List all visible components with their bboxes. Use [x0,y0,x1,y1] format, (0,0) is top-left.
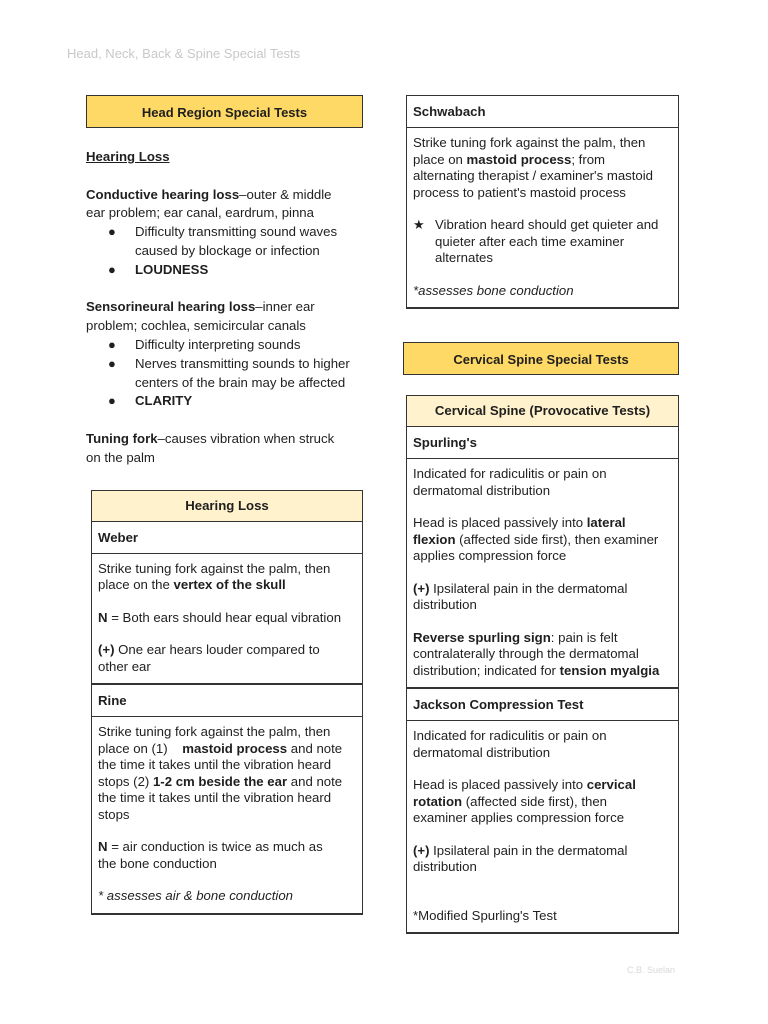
sensorineural-definition-cont: problem; cochlea, semicircular canals [86,318,306,334]
list-item: ● Difficulty interpreting sounds [108,336,301,352]
cervical-table-title: Cervical Spine (Provocative Tests) [407,396,678,427]
sensorineural-definition: Sensorineural hearing loss–inner ear [86,299,315,315]
hearing-loss-heading: Hearing Loss [86,149,170,164]
conductive-definition-cont: ear problem; ear canal, eardrum, pinna [86,205,314,221]
page-header-title: Head, Neck, Back & Spine Special Tests [67,46,301,61]
conductive-bullets [86,223,363,279]
jackson-note: *Modified Spurling's Test [413,907,557,923]
schwabach-test-title: Schwabach [407,96,678,128]
rine-test-body: Strike tuning fork against the palm, then place on (1) mastoid process and note the time it takes until the vibration heard stops (2) 1-2 cm beside the ear and note the time it takes until the vibration heard stops N = air conduction is twice as much as the bone conduction * assesses air & bone conduction [92,717,362,913]
spurling-test-body: Indicated for radiculitis or pain on dermatomal distribution Head is placed passively into lateral flexion (affected side first), then examiner applies compression force (+) Ipsilateral pain in the dermatomal distribution Reverse spurling sign: pain is felt contralaterally through the dermatomal distribution; indicated for tension myalgia [413,466,660,678]
list-item: ★ Vibration heard should get quieter and quieter after each time examiner alternates [413,217,659,265]
schwabach-table [406,95,679,309]
hearing-loss-table [91,490,363,915]
jackson-test-body: Indicated for radiculitis or pain on dermatomal distribution Head is placed passively into cervical rotation (affected side first), then examiner applies compression force (+) Ipsilateral pain in the dermatomal distribution *Modified Spurling's Test [407,721,678,932]
star-icon: ★ [413,217,425,232]
list-item: ● CLARITY [108,393,193,409]
jackson-test-title: Jackson Compression Test [407,689,678,721]
tuning-fork-definition: Tuning fork–causes vibration when struck [86,430,335,446]
section-title-head-region: Head Region Special Tests [86,95,363,128]
conductive-definition: Conductive hearing loss–outer & middle [86,186,332,202]
cervical-spine-table [406,395,679,934]
weber-test-title: Weber [92,522,362,554]
schwabach-test-body: Strike tuning fork against the palm, then place on mastoid process; from alternating therapist / examiner's mastoid process to patient's mastoid process ★ Vibration heard should get quieter and quieter after each time examiner alternates *assesses bone conduction [407,128,678,307]
spurling-test-title: Spurling's [407,427,678,459]
rine-test-title: Rine [92,685,362,717]
section-title-cervical-spine: Cervical Spine Special Tests [403,342,679,375]
rine-note: * assesses air & bone conduction [98,888,293,904]
page-footer-credit: C.B. Suelan [627,965,676,975]
list-item: ● Difficulty transmitting sound waves caused by blockage or infection [108,224,338,258]
schwabach-note: *assesses bone conduction [413,282,574,298]
right-column [403,95,679,934]
hearing-loss-table-title: Hearing Loss [92,491,362,522]
weber-test-body: Strike tuning fork against the palm, then place on the vertex of the skull N = Both ears should hear equal vibration (+) One ear hears louder compared to other ear [98,560,342,674]
left-column [86,95,363,915]
list-item: ● LOUDNESS [108,261,209,277]
list-item: ● Nerves transmitting sounds to higher centers of the brain may be affected [108,355,350,390]
sensorineural-bullets [86,336,363,411]
tuning-fork-definition-cont: on the palm [86,449,155,465]
